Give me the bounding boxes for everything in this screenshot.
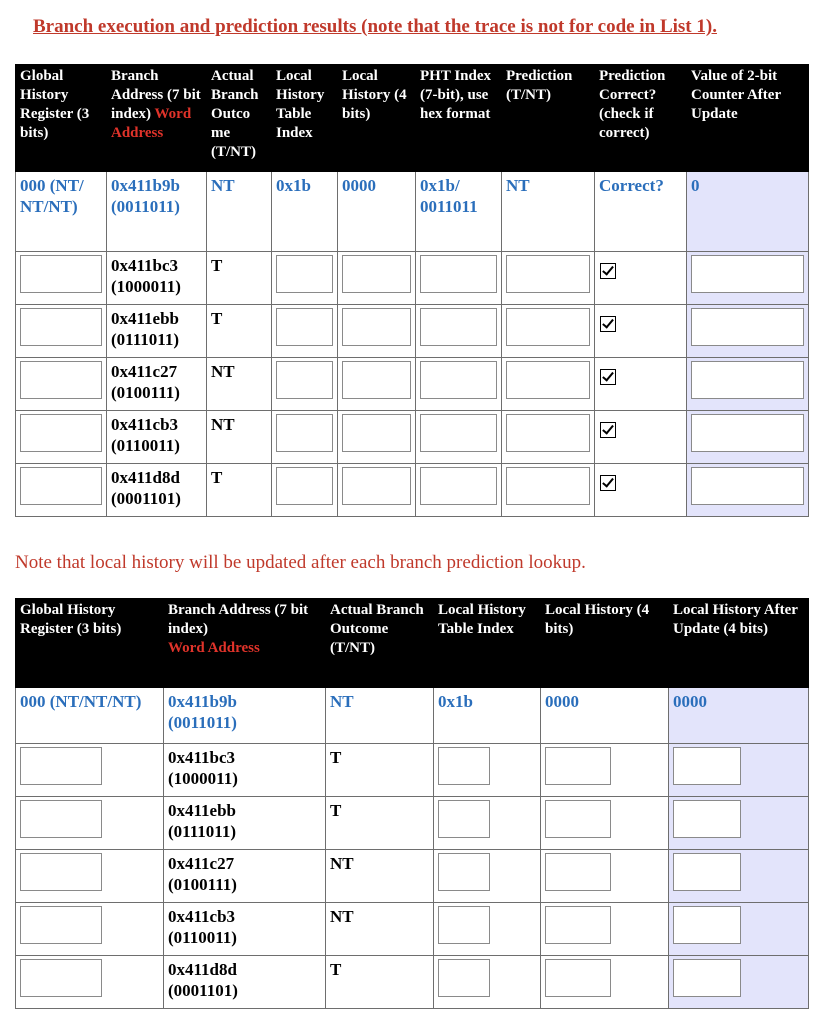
lht-index-input[interactable]	[276, 255, 333, 293]
header-local-history-after: Local History After Update (4 bits)	[669, 599, 809, 688]
actual-outcome: T	[207, 305, 272, 358]
correct-checkbox[interactable]	[600, 263, 616, 279]
header-prediction: Prediction (T/NT)	[502, 65, 595, 172]
prediction-input[interactable]	[506, 361, 590, 399]
branch-address-hex: 0x411d8d	[111, 468, 180, 487]
header-local-history: Local History (4 bits)	[541, 599, 669, 688]
actual-outcome: NT	[207, 172, 272, 252]
table-row	[16, 797, 809, 850]
local-history-input[interactable]	[545, 853, 611, 891]
actual-outcome: NT	[326, 903, 434, 956]
header-word-address: Word Address	[168, 640, 260, 656]
prediction-input[interactable]	[506, 467, 590, 505]
header-branch-address-main: Branch Address (7 bit index)	[111, 68, 201, 122]
lht-index-input[interactable]	[438, 959, 490, 997]
lht-index-input[interactable]	[438, 747, 490, 785]
header-global-history: Global History Register (3 bits)	[16, 599, 164, 688]
lht-index-input[interactable]	[276, 414, 333, 452]
ghr-input[interactable]	[20, 800, 102, 838]
lht-index-input[interactable]	[438, 906, 490, 944]
table-row	[16, 305, 809, 358]
ghr-input[interactable]	[20, 959, 102, 997]
local-history-after-input[interactable]	[673, 853, 741, 891]
prediction-input[interactable]	[506, 255, 590, 293]
ghr-value: 000 (NT/ NT/NT)	[16, 172, 107, 252]
actual-outcome: T	[326, 956, 434, 1009]
actual-outcome: NT	[207, 358, 272, 411]
correct-checkbox[interactable]	[600, 475, 616, 491]
ghr-input[interactable]	[20, 255, 102, 293]
counter-input[interactable]	[691, 467, 804, 505]
local-history-after-input[interactable]	[673, 959, 741, 997]
branch-address-bits: (0011011)	[168, 713, 237, 732]
local-history-table	[15, 598, 809, 1009]
branch-address-bits: (1000011)	[168, 769, 238, 788]
table-row	[16, 358, 809, 411]
pht-index-input[interactable]	[420, 308, 497, 346]
local-history-input[interactable]	[342, 308, 411, 346]
prediction-results-table	[15, 64, 809, 517]
local-history-input[interactable]	[342, 361, 411, 399]
correct-checkbox[interactable]	[600, 369, 616, 385]
header-prediction-correct: Prediction Correct? (check if correct)	[595, 65, 687, 172]
header-lht-index: Local History Table Index	[272, 65, 338, 172]
branch-address	[107, 172, 207, 252]
pht-index-input[interactable]	[420, 255, 497, 293]
table-row	[16, 850, 809, 903]
branch-address-hex: 0x411ebb	[168, 801, 237, 820]
counter-input[interactable]	[691, 308, 804, 346]
actual-outcome: NT	[326, 850, 434, 903]
ghr-input[interactable]	[20, 414, 102, 452]
table-row	[16, 252, 809, 305]
header-actual-outcome: Actual Branch Outco me (T/NT)	[207, 65, 272, 172]
lht-index-input[interactable]	[276, 467, 333, 505]
branch-address-hex: 0x411c27	[168, 854, 235, 873]
branch-address	[164, 688, 326, 744]
table-row	[16, 903, 809, 956]
branch-address-bits: (1000011)	[111, 277, 181, 296]
prediction-input[interactable]	[506, 308, 590, 346]
lht-index-input[interactable]	[438, 800, 490, 838]
lht-index: 0x1b	[272, 172, 338, 252]
ghr-input[interactable]	[20, 853, 102, 891]
table-row	[16, 172, 809, 252]
table-row	[16, 464, 809, 517]
branch-address-bits: (0111011)	[111, 330, 180, 349]
ghr-input[interactable]	[20, 361, 102, 399]
branch-address-hex: 0x411cb3	[168, 907, 236, 926]
actual-outcome: T	[326, 744, 434, 797]
header-actual-outcome: Actual Branch Outcome (T/NT)	[326, 599, 434, 688]
lht-index: 0x1b	[434, 688, 541, 744]
branch-address-hex: 0x411d8d	[168, 960, 237, 979]
actual-outcome: T	[326, 797, 434, 850]
local-history-after-input[interactable]	[673, 747, 741, 785]
page-title: Branch execution and prediction results (note that the trace is not for code in List 1).	[33, 16, 717, 37]
local-history-input[interactable]	[545, 906, 611, 944]
actual-outcome: NT	[326, 688, 434, 744]
counter-input[interactable]	[691, 361, 804, 399]
branch-address-bits: (0100111)	[168, 875, 237, 894]
pht-index-input[interactable]	[420, 467, 497, 505]
pht-index: 0x1b/ 0011011	[416, 172, 502, 252]
ghr-input[interactable]	[20, 747, 102, 785]
local-history-input[interactable]	[545, 747, 611, 785]
table-row	[16, 411, 809, 464]
local-history: 0000	[541, 688, 669, 744]
actual-outcome: T	[207, 252, 272, 305]
header-word-address: Word Address	[111, 106, 192, 141]
local-history-input[interactable]	[342, 467, 411, 505]
table-row	[16, 744, 809, 797]
branch-address-bits: (0110011)	[168, 928, 237, 947]
correct-checkbox[interactable]	[600, 422, 616, 438]
local-history-input[interactable]	[545, 959, 611, 997]
local-history-note: Note that local history will be updated after each branch prediction lookup.	[15, 552, 586, 573]
local-history-input[interactable]	[545, 800, 611, 838]
ghr-input[interactable]	[20, 308, 102, 346]
branch-address-hex: 0x411cb3	[111, 415, 179, 434]
pht-index-input[interactable]	[420, 414, 497, 452]
header-branch-address	[164, 599, 326, 688]
header-global-history: Global History Register (3 bits)	[16, 65, 107, 172]
prediction: NT	[502, 172, 595, 252]
branch-address-hex: 0x411b9b	[111, 176, 180, 195]
branch-address-hex: 0x411bc3	[168, 748, 236, 767]
branch-address-hex: 0x411b9b	[168, 692, 237, 711]
pht-index-input[interactable]	[420, 361, 497, 399]
header-pht-index: PHT Index (7-bit), use hex format	[416, 65, 502, 172]
correct-checkbox[interactable]	[600, 316, 616, 332]
header-local-history: Local History (4 bits)	[338, 65, 416, 172]
branch-address-bits: (0011011)	[111, 197, 180, 216]
branch-address-hex: 0x411c27	[111, 362, 178, 381]
lht-index-input[interactable]	[276, 308, 333, 346]
lht-index-input[interactable]	[276, 361, 333, 399]
header-branch-address-main: Branch Address (7 bit index)	[168, 602, 309, 637]
branch-address-bits: (0110011)	[111, 436, 180, 455]
ghr-value: 000 (NT/NT/NT)	[16, 688, 164, 744]
local-history: 0000	[338, 172, 416, 252]
prediction-correct: Correct?	[595, 172, 687, 252]
header-counter-value: Value of 2-bit Counter After Update	[687, 65, 809, 172]
counter-input[interactable]	[691, 255, 804, 293]
branch-address-bits: (0001101)	[111, 489, 181, 508]
branch-address-hex: 0x411bc3	[111, 256, 179, 275]
local-history-after: 0000	[669, 688, 809, 744]
local-history-after-input[interactable]	[673, 800, 741, 838]
header-lht-index: Local History Table Index	[434, 599, 541, 688]
lht-index-input[interactable]	[438, 853, 490, 891]
table-row	[16, 688, 809, 744]
header-branch-address	[107, 65, 207, 172]
branch-address-bits: (0111011)	[168, 822, 237, 841]
local-history-input[interactable]	[342, 255, 411, 293]
branch-address-bits: (0100111)	[111, 383, 180, 402]
local-history-input[interactable]	[342, 414, 411, 452]
ghr-input[interactable]	[20, 906, 102, 944]
actual-outcome: T	[207, 464, 272, 517]
table-row	[16, 956, 809, 1009]
ghr-input[interactable]	[20, 467, 102, 505]
prediction-input[interactable]	[506, 414, 590, 452]
counter-value: 0	[687, 172, 809, 252]
actual-outcome: NT	[207, 411, 272, 464]
counter-input[interactable]	[691, 414, 804, 452]
local-history-after-input[interactable]	[673, 906, 741, 944]
branch-address-bits: (0001101)	[168, 981, 238, 1000]
branch-address-hex: 0x411ebb	[111, 309, 180, 328]
